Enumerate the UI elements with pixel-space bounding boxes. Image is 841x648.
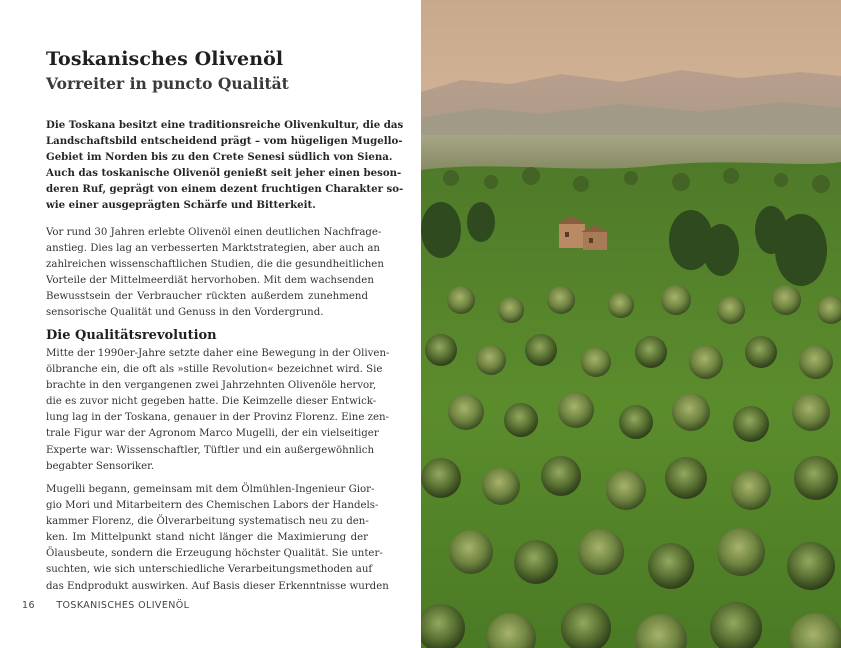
body-paragraph-3 [46,482,389,595]
body-paragraph-2 [46,346,390,475]
body-line: Mitte der 1990er-Jahre setzte daher eine Bewegung in der Oliven- [46,348,390,359]
page-footer [22,600,189,611]
body-line: anstieg. Dies lag an verbesserten Marktstrategien, aber auch an [46,243,380,255]
lead-line: Auch das toskanische Olivenöl genießt seit jeher einen beson- [46,167,402,180]
lead-line: wie einer ausgeprägten Schärfe und Bitterkeit. [46,199,316,212]
lead-paragraph [46,117,404,214]
text-page [0,0,420,648]
running-title: TOSKANISCHES OLIVENÖL [56,600,190,611]
body-line: zahlreichen wissenschaftlichen Studien, die die gesundheitlichen [46,259,384,271]
body-line: Ölausbeute, sondern die Erzeugung höchster Qualität. Sie unter- [46,548,383,560]
body-line: Vor rund 30 Jahren erlebte Olivenöl einen deutlichen Nachfrage- [46,227,382,238]
lead-line: Landschaftsbild entscheidend prägt – vom hügeligen Mugello- [46,135,403,148]
landscape-image [421,0,841,648]
body-line: ölbranche ein, die oft als »stille Revolution« bezeichnet wird. Sie [46,364,383,376]
body-line: die es zuvor nicht gegeben hatte. Die Keimzelle dieser Entwick- [46,396,377,408]
body-line: Mugelli begann, gemeinsam mit dem Ölmühlen-Ingenieur Gior- [46,484,375,495]
body-line: Experte war: Wissenschaftler, Tüftler und ein außergewöhnlich [46,444,375,456]
body-line: begabter Sensoriker. [46,460,155,472]
lead-line: deren Ruf, geprägt von einem dezent fruchtigen Charakter so- [46,183,404,196]
body-line: kammer Florenz, die Ölverarbeitung systematisch neu zu den- [46,516,369,528]
page-title: Toskanisches Olivenöl [46,48,284,70]
body-line: suchten, wie sich unterschiedliche Verarbeitungsmethoden auf [46,564,373,576]
page-number: 16 [22,600,35,611]
body-line: brachte in den vergangenen zwei Jahrzehnten Olivenöle hervor, [46,380,377,392]
body-line: ken. Im Mittelpunkt stand nicht länger die Maximierung der [46,532,368,544]
lead-line: Die Toskana besitzt eine traditionsreiche Olivenkultur, die das [46,119,404,131]
lead-line: Gebiet im Norden bis zu den Crete Senesi südlich von Siena. [46,151,393,164]
body-paragraph-1 [46,225,384,322]
body-line: das Endprodukt auswirken. Auf Basis dieser Erkenntnisse wurden [46,580,389,592]
section-heading: Die Qualitätsrevolution [46,328,217,343]
body-line: lung lag in der Toskana, genauer in der Provinz Florenz. Eine zen- [46,412,389,424]
body-line: Vorteile der Mittelmeerdiät hervorhoben. Mit dem wachsenden [46,275,374,287]
body-line: gio Mori und Mitarbeitern des Chemischen Labors der Handels- [46,500,379,512]
body-line: sensorische Qualität und Genuss in den Vordergrund. [46,307,324,319]
body-line: Bewusstsein der Verbraucher rückten außerdem zunehmend [46,291,368,303]
body-line: trale Figur war der Agronom Marco Mugelli, der ein vielseitiger [46,428,379,440]
tuscan-landscape-photo [421,0,841,648]
page-subtitle: Vorreiter in puncto Qualität [46,74,289,93]
